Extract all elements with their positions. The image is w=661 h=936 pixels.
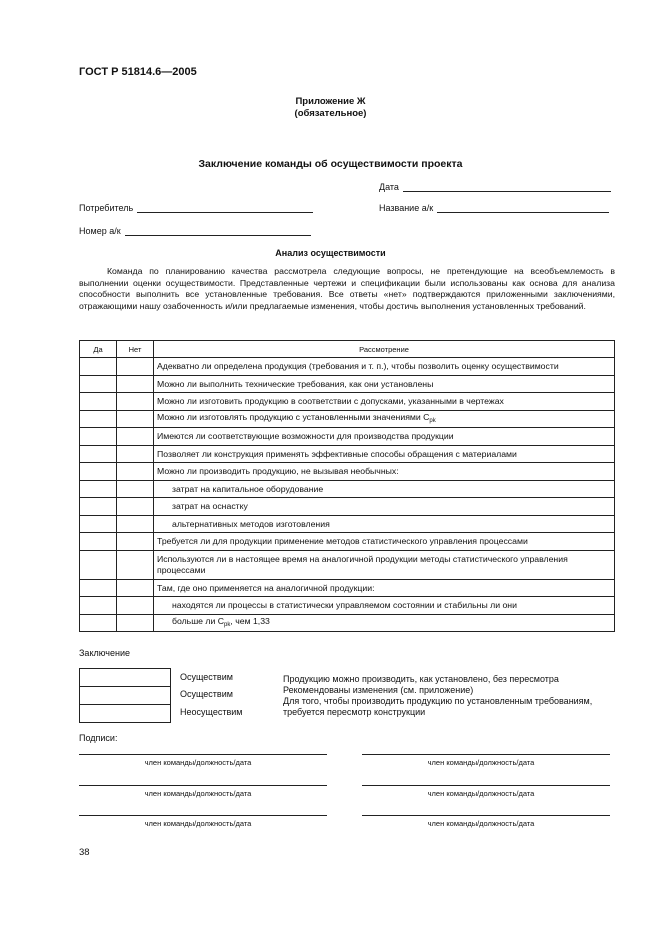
signature-line[interactable] xyxy=(79,754,327,755)
question-cell xyxy=(154,393,615,411)
yes-cell[interactable] xyxy=(80,597,117,615)
yes-cell[interactable] xyxy=(80,480,117,498)
question-cell xyxy=(154,480,615,498)
table-row xyxy=(80,445,615,463)
yes-cell[interactable] xyxy=(80,498,117,516)
question-cell xyxy=(154,579,615,597)
question-cell xyxy=(154,550,615,579)
annex-heading xyxy=(0,96,661,120)
question-text: находятся ли процессы в статистически управляемом состоянии и стабильны ли они xyxy=(172,600,517,611)
no-cell[interactable] xyxy=(117,480,154,498)
signature-line[interactable] xyxy=(362,754,610,755)
yes-cell[interactable] xyxy=(80,533,117,551)
table-row xyxy=(80,614,615,632)
signature-caption: член команды/должность/дата xyxy=(144,819,252,828)
header-considered: Рассмотрение xyxy=(154,341,615,358)
date-line xyxy=(403,182,611,192)
table-row xyxy=(80,498,615,516)
part-name-line xyxy=(437,203,609,213)
document-code: ГОСТ Р 51814.6—2005 xyxy=(79,66,197,78)
question-text: Имеются ли соответствующие возможности для производства продукции xyxy=(157,431,454,442)
table-row xyxy=(80,428,615,446)
option-feasible-changes: Осуществим xyxy=(180,689,233,699)
part-name-field xyxy=(379,203,609,213)
table-row xyxy=(80,463,615,481)
table-row xyxy=(80,375,615,393)
desc-not-feasible: Для того, чтобы производить продукцию по установленным требованиям, требуется пересмотр конструкции xyxy=(283,696,593,717)
consumer-line xyxy=(137,203,313,213)
header-yes: Да xyxy=(80,341,117,358)
part-number-line xyxy=(125,226,311,236)
not-feasible-checkbox[interactable] xyxy=(79,704,171,723)
table-row xyxy=(80,533,615,551)
question-cell xyxy=(154,614,615,632)
intro-paragraph: Команда по планированию качества рассмотрела следующие вопросы, не претендующие на всеобъемлемость в выполнении оценки осуществимости. Представленные чертежи и спецификации были использованы как основа для анализа способности выполнить все установленные требования. Все ответы «нет» подтверждаются приложенными заключениями, отражающими нашу озабоченность и/или предлагаемые изменения, чтобы достичь выполнения установленных требований. xyxy=(79,266,615,311)
yes-cell[interactable] xyxy=(80,375,117,393)
question-suffix: , чем 1,33 xyxy=(230,615,270,626)
signature-line[interactable] xyxy=(79,785,327,786)
date-label: Дата xyxy=(379,182,399,192)
consumer-label: Потребитель xyxy=(79,203,134,213)
no-cell[interactable] xyxy=(117,550,154,579)
no-cell[interactable] xyxy=(117,393,154,411)
question-text: больше ли C xyxy=(172,615,225,626)
yes-cell[interactable] xyxy=(80,428,117,446)
yes-cell[interactable] xyxy=(80,515,117,533)
question-cell xyxy=(154,515,615,533)
yes-cell[interactable] xyxy=(80,393,117,411)
annex-subtitle: (обязательное) xyxy=(294,108,367,119)
no-cell[interactable] xyxy=(117,410,154,428)
signature-caption: член команды/должность/дата xyxy=(144,789,252,798)
annex-title: Приложение Ж xyxy=(295,96,366,107)
question-text: Можно ли выполнить технические требования, как они установлены xyxy=(157,378,434,389)
conclusion-label: Заключение xyxy=(79,648,130,658)
signatures-label: Подписи: xyxy=(79,733,118,743)
no-cell[interactable] xyxy=(117,533,154,551)
desc-feasible-changes: Рекомендованы изменения (см. приложение) xyxy=(283,685,474,695)
table-row xyxy=(80,550,615,579)
question-cell xyxy=(154,445,615,463)
no-cell[interactable] xyxy=(117,498,154,516)
no-cell[interactable] xyxy=(117,579,154,597)
option-not-feasible: Неосуществим xyxy=(180,707,243,717)
signature-caption: член команды/должность/дата xyxy=(427,789,535,798)
question-cell xyxy=(154,498,615,516)
feasible-checkbox[interactable] xyxy=(79,668,171,687)
page-number: 38 xyxy=(79,847,90,858)
yes-cell[interactable] xyxy=(80,463,117,481)
no-cell[interactable] xyxy=(117,515,154,533)
question-cell xyxy=(154,358,615,376)
yes-cell[interactable] xyxy=(80,358,117,376)
part-name-label: Название а/к xyxy=(379,203,434,213)
table-row xyxy=(80,480,615,498)
question-text: затрат на капитальное оборудование xyxy=(172,483,324,494)
question-cell xyxy=(154,597,615,615)
table-row xyxy=(80,597,615,615)
table-row xyxy=(80,410,615,428)
option-feasible: Осуществим xyxy=(180,672,233,682)
feasibility-table xyxy=(79,340,615,632)
no-cell[interactable] xyxy=(117,375,154,393)
question-text: Можно ли производить продукцию, не вызывая необычных: xyxy=(157,466,399,477)
no-cell[interactable] xyxy=(117,463,154,481)
feasible-with-changes-checkbox[interactable] xyxy=(79,686,171,705)
question-cell xyxy=(154,410,615,428)
subscript: pk xyxy=(429,417,436,424)
no-cell[interactable] xyxy=(117,614,154,632)
question-text: Используются ли в настоящее время на аналогичной продукции методы статистического управления процессами xyxy=(157,554,568,575)
signature-line[interactable] xyxy=(362,815,610,816)
question-cell xyxy=(154,463,615,481)
question-cell xyxy=(154,533,615,551)
question-text: Можно ли изготовить продукцию в соответствии с допусками, указанными в чертежах xyxy=(157,396,504,407)
date-field xyxy=(379,182,611,192)
table-row xyxy=(80,515,615,533)
question-text: Там, где оно применяется на аналогичной продукции: xyxy=(157,582,375,593)
table-row xyxy=(80,358,615,376)
desc-feasible: Продукцию можно производить, как установлено, без пересмотра xyxy=(283,674,559,684)
part-number-field xyxy=(79,226,311,236)
consumer-field xyxy=(79,203,313,213)
no-cell[interactable] xyxy=(117,428,154,446)
no-cell[interactable] xyxy=(117,358,154,376)
yes-cell[interactable] xyxy=(80,614,117,632)
question-cell xyxy=(154,375,615,393)
question-text: Требуется ли для продукции применение методов статистического управления процессами xyxy=(157,536,528,547)
question-text: альтернативных методов изготовления xyxy=(172,518,330,529)
yes-cell[interactable] xyxy=(80,410,117,428)
signature-caption: член команды/должность/дата xyxy=(427,819,535,828)
question-text: затрат на оснастку xyxy=(172,501,248,512)
signature-caption: член команды/должность/дата xyxy=(144,758,252,767)
signature-line[interactable] xyxy=(362,785,610,786)
question-text: Позволяет ли конструкция применять эффективные способы обращения с материалами xyxy=(157,448,517,459)
yes-cell[interactable] xyxy=(80,550,117,579)
yes-cell[interactable] xyxy=(80,579,117,597)
table-row xyxy=(80,579,615,597)
question-text: Адекватно ли определена продукция (требования и т. п.), чтобы позволить оценку осуществимости xyxy=(157,361,559,372)
no-cell[interactable] xyxy=(117,445,154,463)
signature-line[interactable] xyxy=(79,815,327,816)
question-text: Можно ли изготовлять продукцию с установленными значениями C xyxy=(157,411,430,422)
page-title: Заключение команды об осуществимости проекта xyxy=(198,158,463,170)
signature-caption: член команды/должность/дата xyxy=(427,758,535,767)
yes-cell[interactable] xyxy=(80,445,117,463)
table-header-row xyxy=(80,341,615,358)
conclusion-descriptions xyxy=(283,674,616,718)
table-row xyxy=(80,393,615,411)
question-cell xyxy=(154,428,615,446)
analysis-title: Анализ осуществимости xyxy=(275,248,386,258)
no-cell[interactable] xyxy=(117,597,154,615)
part-number-label: Номер а/к xyxy=(79,226,121,236)
header-no: Нет xyxy=(117,341,154,358)
subscript: pk xyxy=(224,621,231,628)
